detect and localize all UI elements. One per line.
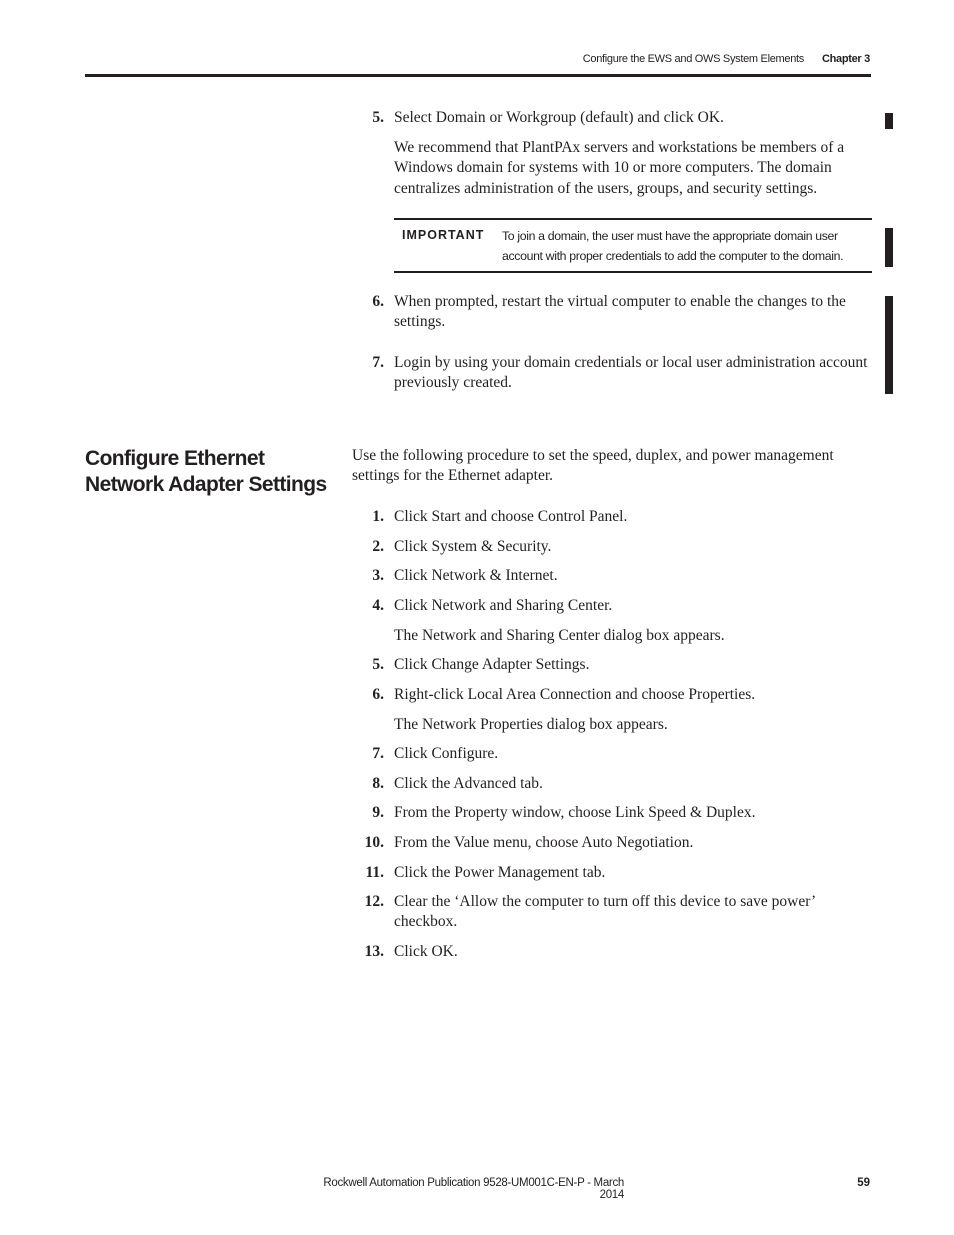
step-text: Click System & Security. bbox=[394, 538, 552, 555]
section-intro: Use the following procedure to set the speed, duplex, and power management settings for the Ethernet adapter. bbox=[352, 447, 834, 485]
step-text: When prompted, restart the virtual computer to enable the changes to the settings. bbox=[394, 293, 846, 331]
step-number: 7. bbox=[372, 354, 384, 371]
important-bottom-rule bbox=[394, 271, 872, 273]
step-text: Click Configure. bbox=[394, 745, 499, 762]
important-text: To join a domain, the user must have the appropriate domain user account with proper credentials to add the computer to the domain. bbox=[502, 229, 844, 263]
step-number: 3. bbox=[372, 567, 384, 584]
running-header-chapter: Chapter 3 bbox=[821, 53, 870, 65]
step-number: 1. bbox=[372, 508, 384, 525]
step-number: 11. bbox=[365, 864, 384, 881]
step-note: We recommend that PlantPAx servers and workstations be members of a Windows domain for systems with 10 or more computers. The domain centralizes administration of the users, groups, and security settings. bbox=[394, 139, 845, 197]
step-number: 5. bbox=[372, 656, 384, 673]
step-number: 2. bbox=[372, 538, 384, 555]
step-number: 9. bbox=[372, 804, 384, 821]
step-text: Click OK. bbox=[394, 943, 458, 960]
step-note: The Network and Sharing Center dialog box appears. bbox=[394, 627, 725, 644]
important-top-rule bbox=[394, 218, 872, 220]
step-text: From the Value menu, choose Auto Negotiation. bbox=[394, 834, 694, 851]
step-number: 12. bbox=[364, 893, 384, 910]
step-number: 13. bbox=[364, 943, 384, 960]
step-text: Login by using your domain credentials or local user administration account previously created. bbox=[394, 354, 868, 392]
step-number: 7. bbox=[372, 745, 384, 762]
step-number: 8. bbox=[372, 775, 384, 792]
change-bar bbox=[885, 296, 893, 394]
step-text: Click the Advanced tab. bbox=[394, 775, 543, 792]
change-bar bbox=[885, 113, 893, 129]
step-text: Click Network and Sharing Center. bbox=[394, 597, 613, 614]
step-text: Click the Power Management tab. bbox=[394, 864, 606, 881]
step-number: 5. bbox=[372, 109, 384, 126]
step-text: Right-click Local Area Connection and choose Properties. bbox=[394, 686, 756, 703]
change-bar bbox=[885, 228, 893, 267]
step-text: From the Property window, choose Link Speed & Duplex. bbox=[394, 804, 756, 821]
header-rule bbox=[85, 74, 871, 77]
step-number: 6. bbox=[372, 686, 384, 703]
step-text: Select Domain or Workgroup (default) and click OK. bbox=[394, 109, 724, 126]
running-header-section-title: Configure the EWS and OWS System Elements bbox=[582, 53, 804, 65]
important-label: IMPORTANT bbox=[402, 228, 485, 242]
step-text: Clear the ‘Allow the computer to turn off this device to save power’ checkbox. bbox=[394, 893, 815, 931]
step-number: 4. bbox=[372, 597, 384, 614]
step-text: Click Change Adapter Settings. bbox=[394, 656, 590, 673]
page-number: 59 bbox=[857, 1177, 870, 1189]
step-number: 6. bbox=[372, 293, 384, 310]
footer-publication: Rockwell Automation Publication 9528-UM001C-EN-P - March 2014 bbox=[323, 1177, 624, 1201]
section-heading: Configure Ethernet Network Adapter Settings bbox=[85, 447, 327, 496]
step-text: Click Network & Internet. bbox=[394, 567, 558, 584]
step-text: Click Start and choose Control Panel. bbox=[394, 508, 628, 525]
step-note: The Network Properties dialog box appears. bbox=[394, 716, 668, 733]
step-number: 10. bbox=[364, 834, 384, 851]
